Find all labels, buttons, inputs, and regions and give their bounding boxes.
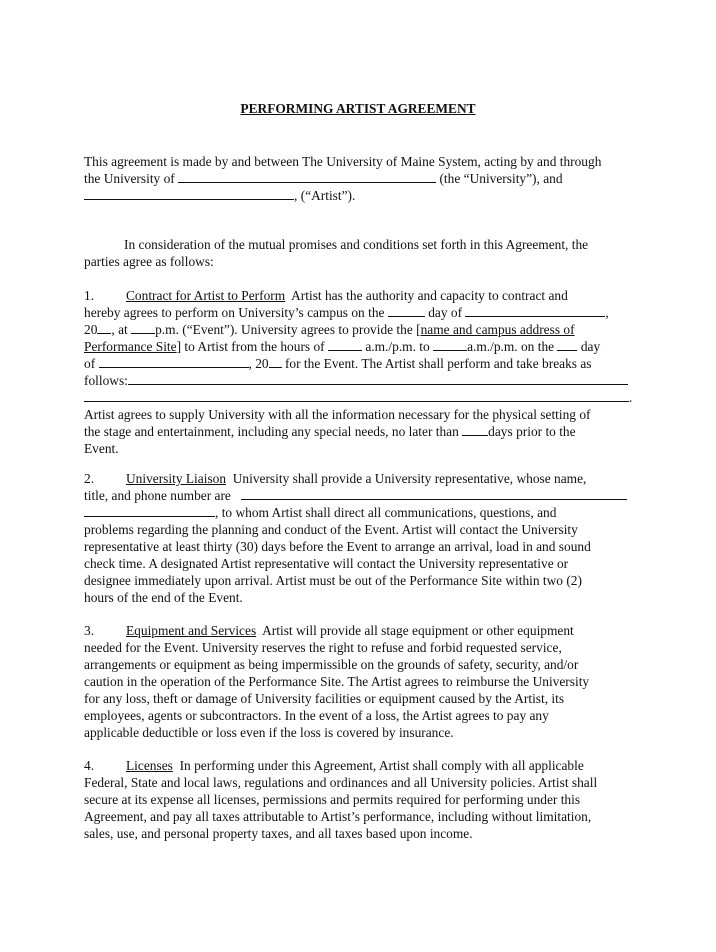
- intro-line: [84, 170, 636, 187]
- access-month-field[interactable]: [99, 355, 249, 368]
- event-month-field[interactable]: [465, 304, 605, 317]
- performance-site-placeholder: name and campus address of: [420, 322, 575, 337]
- consideration-paragraph: [84, 236, 636, 270]
- section-text: , 20: [248, 356, 269, 371]
- section-text: p.m. (“Event”). University agrees to provide the [: [155, 322, 421, 337]
- section-text: , at: [111, 322, 128, 337]
- artist-name-field[interactable]: [84, 187, 294, 200]
- section-line: Event.: [84, 441, 119, 456]
- section-line: designee immediately upon arrival. Artist must be out of the Performance Site within two (2): [84, 573, 582, 588]
- section-line: employees, agents or subcontractors. In the event of a loss, the Artist agrees to pay any: [84, 708, 549, 723]
- section-heading: Contract for Artist to Perform: [126, 288, 286, 303]
- section-heading: Equipment and Services: [126, 623, 257, 638]
- section-line: hours of the end of the Event.: [84, 590, 243, 605]
- section-text: of: [84, 356, 96, 371]
- section-line: [84, 287, 636, 304]
- section-heading: University Liaison: [126, 471, 227, 486]
- end-time-field[interactable]: [433, 338, 467, 351]
- section-3: [84, 622, 636, 741]
- start-time-field[interactable]: [328, 338, 362, 351]
- intro-text: , (“Artist”).: [294, 188, 356, 203]
- section-text: for the Event. The Artist shall perform and take breaks as: [284, 356, 592, 371]
- section-line: check time. A designated Artist representative will contact the University representative or: [84, 556, 569, 571]
- section-number: 2.: [84, 471, 95, 486]
- section-text: In performing under this Agreement, Artist shall comply with all applicable: [179, 758, 584, 773]
- section-text: day: [580, 339, 601, 354]
- breaks-field[interactable]: [128, 372, 628, 385]
- section-text: a.m./p.m. to: [365, 339, 430, 354]
- performance-site-placeholder: Performance Site: [84, 339, 177, 354]
- liaison-info-field[interactable]: [241, 487, 627, 500]
- intro-line: This agreement is made by and between The University of Maine System, acting by and through: [84, 154, 602, 169]
- section-line: Artist agrees to supply University with all the information necessary for the physical setting of: [84, 407, 591, 422]
- section-text: .: [629, 390, 633, 405]
- section-line: [84, 338, 636, 355]
- section-line: for any loss, theft or damage of University facilities or equipment caused by the Artist, its: [84, 691, 565, 706]
- section-line: representative at least thirty (30) days before the Event to arrange an arrival, load in and sound: [84, 539, 591, 554]
- section-text: Artist will provide all stage equipment or other equipment: [262, 623, 574, 638]
- section-text: 20: [84, 322, 98, 337]
- intro-paragraph: [84, 153, 636, 204]
- section-text: a.m./p.m. on the: [467, 339, 555, 354]
- section-text: day of: [428, 305, 463, 320]
- section-text: ] to Artist from the hours of: [176, 339, 325, 354]
- breaks-field-continued[interactable]: [84, 389, 629, 402]
- event-day-field[interactable]: [388, 304, 425, 317]
- section-line: Agreement, and pay all taxes attributable to Artist’s performance, including without limitation,: [84, 809, 592, 824]
- section-line: sales, use, and personal property taxes, and all taxes based upon income.: [84, 826, 473, 841]
- section-text: days prior to the: [488, 424, 576, 439]
- section-line: [84, 321, 636, 338]
- document-title: PERFORMING ARTIST AGREEMENT: [240, 101, 476, 116]
- days-prior-field[interactable]: [462, 423, 488, 436]
- university-name-field[interactable]: [178, 170, 436, 183]
- consideration-line: In consideration of the mutual promises and conditions set forth in this Agreement, the: [124, 237, 589, 252]
- section-text: , to whom Artist shall direct all communications, questions, and: [215, 505, 557, 520]
- consideration-line: parties agree as follows:: [84, 254, 214, 269]
- section-text: Artist has the authority and capacity to contract and: [291, 288, 568, 303]
- access-year-field[interactable]: [269, 355, 282, 368]
- section-line: [84, 304, 636, 321]
- section-line: [84, 355, 636, 372]
- section-line: [84, 757, 636, 774]
- section-line: problems regarding the planning and conduct of the Event. Artist will contact the University: [84, 522, 578, 537]
- section-text: hereby agrees to perform on University’s campus on the: [84, 305, 385, 320]
- intro-text: the University of: [84, 171, 175, 186]
- section-line: [84, 389, 636, 406]
- section-text: follows:: [84, 373, 128, 388]
- section-line: arrangements or equipment as being impermissible on the grounds of safety, security, and/or: [84, 657, 579, 672]
- section-number: 4.: [84, 758, 95, 773]
- section-heading: Licenses: [126, 758, 173, 773]
- section-line: [84, 423, 636, 440]
- intro-text: (the “University”), and: [439, 171, 563, 186]
- section-2: [84, 470, 636, 606]
- event-time-field[interactable]: [131, 321, 155, 334]
- section-text: title, and phone number are: [84, 488, 231, 503]
- event-year-field[interactable]: [97, 321, 111, 334]
- section-line: secure at its expense all licenses, permissions and permits required for performing under this: [84, 792, 581, 807]
- section-number: 1.: [84, 288, 95, 303]
- section-line: caution in the operation of the Performance Site. The Artist agrees to reimburse the University: [84, 674, 590, 689]
- section-line: [84, 622, 636, 639]
- section-line: [84, 470, 636, 487]
- section-line: [84, 487, 636, 504]
- section-4: [84, 757, 636, 842]
- section-line: applicable deductible or loss even if the loss is covered by insurance.: [84, 725, 454, 740]
- section-text: ,: [605, 305, 609, 320]
- section-line: [84, 504, 636, 521]
- section-line: [84, 372, 636, 389]
- access-day-field[interactable]: [557, 338, 577, 351]
- liaison-info-field-continued[interactable]: [84, 504, 215, 517]
- section-number: 3.: [84, 623, 95, 638]
- section-line: needed for the Event. University reserves the right to refuse and forbid requested service,: [84, 640, 562, 655]
- intro-line: [84, 187, 636, 204]
- section-text: University shall provide a University representative, whose name,: [232, 471, 587, 486]
- section-1: [84, 287, 636, 457]
- section-text: the stage and entertainment, including any special needs, no later than: [84, 424, 459, 439]
- section-line: Federal, State and local laws, regulations and ordinances and all University policies. Artist shall: [84, 775, 598, 790]
